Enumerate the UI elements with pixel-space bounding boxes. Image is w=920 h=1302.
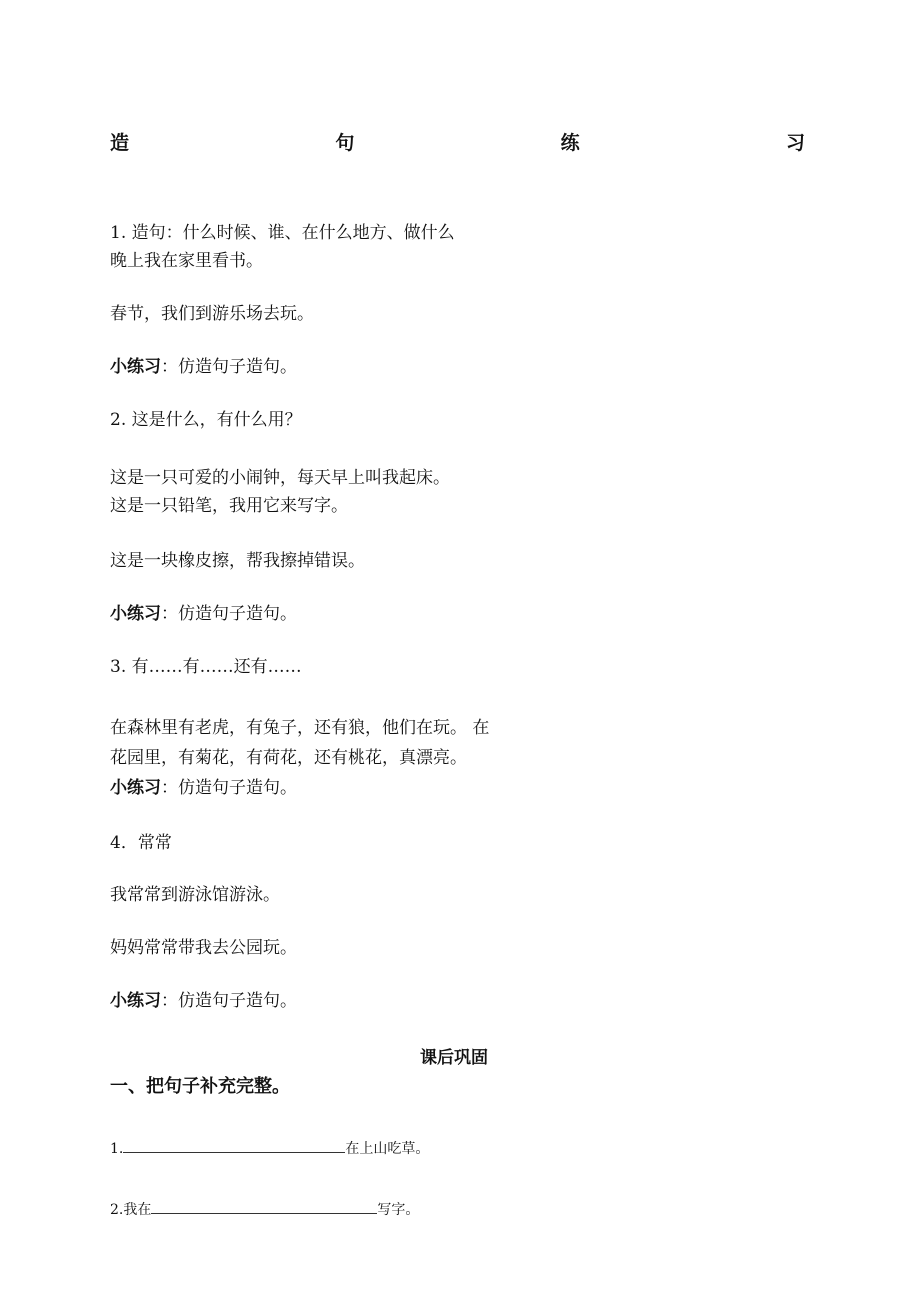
item-suffix: 在上山吃草。 [345, 1141, 430, 1157]
review-subtitle: 课后巩固 [420, 1048, 488, 1068]
practice-text: ：仿造句子造句。 [161, 778, 297, 798]
example-sentence: 春节，我们到游乐场去玩。 [110, 304, 314, 324]
practice-line [110, 603, 297, 625]
answer-blank[interactable] [123, 1140, 345, 1153]
practice-line [110, 356, 297, 378]
practice-line [110, 990, 297, 1012]
item-suffix: 写字。 [377, 1202, 420, 1218]
fill-in-item-2 [110, 1199, 419, 1221]
practice-text: ：仿造句子造句。 [161, 604, 297, 624]
section-2-heading: 2. 这是什么，有什么用？ [110, 410, 302, 430]
page-title [110, 128, 805, 155]
practice-label: 小练习 [110, 604, 161, 624]
practice-label: 小练习 [110, 991, 161, 1011]
practice-text: ：仿造句子造句。 [161, 991, 297, 1011]
review-part-heading: 一、把句子补充完整。 [110, 1076, 290, 1097]
example-sentence: 这是一块橡皮擦，帮我擦掉错误。 [110, 551, 365, 571]
example-sentence: 这是一只铅笔，我用它来写字。 [110, 496, 348, 516]
title-char: 练 [560, 132, 580, 154]
item-prefix: 2.我在 [110, 1202, 152, 1218]
answer-blank[interactable] [151, 1201, 377, 1214]
example-sentence: 晚上我在家里看书。 [110, 251, 263, 271]
example-sentence: 花园里，有菊花，有荷花，还有桃花，真漂亮。 [110, 748, 467, 768]
title-char: 句 [335, 132, 355, 154]
section-3-heading: 3. 有……有……还有…… [110, 657, 302, 677]
section-4-heading: 4．常常 [110, 833, 172, 853]
practice-line [110, 777, 297, 799]
example-sentence: 妈妈常常带我去公园玩。 [110, 938, 297, 958]
practice-label: 小练习 [110, 357, 161, 377]
practice-label: 小练习 [110, 778, 161, 798]
fill-in-item-1 [110, 1138, 429, 1160]
example-sentence: 在森林里有老虎，有兔子，还有狼，他们在玩。 在 [110, 718, 490, 738]
section-1-heading: 1. 造句：什么时候、谁、在什么地方、做什么 [110, 223, 455, 243]
title-char: 习 [785, 132, 805, 154]
practice-text: ：仿造句子造句。 [161, 357, 297, 377]
title-char: 造 [110, 132, 130, 154]
item-prefix: 1. [110, 1141, 124, 1157]
example-sentence: 我常常到游泳馆游泳。 [110, 885, 280, 905]
example-sentence: 这是一只可爱的小闹钟，每天早上叫我起床。 [110, 468, 450, 488]
